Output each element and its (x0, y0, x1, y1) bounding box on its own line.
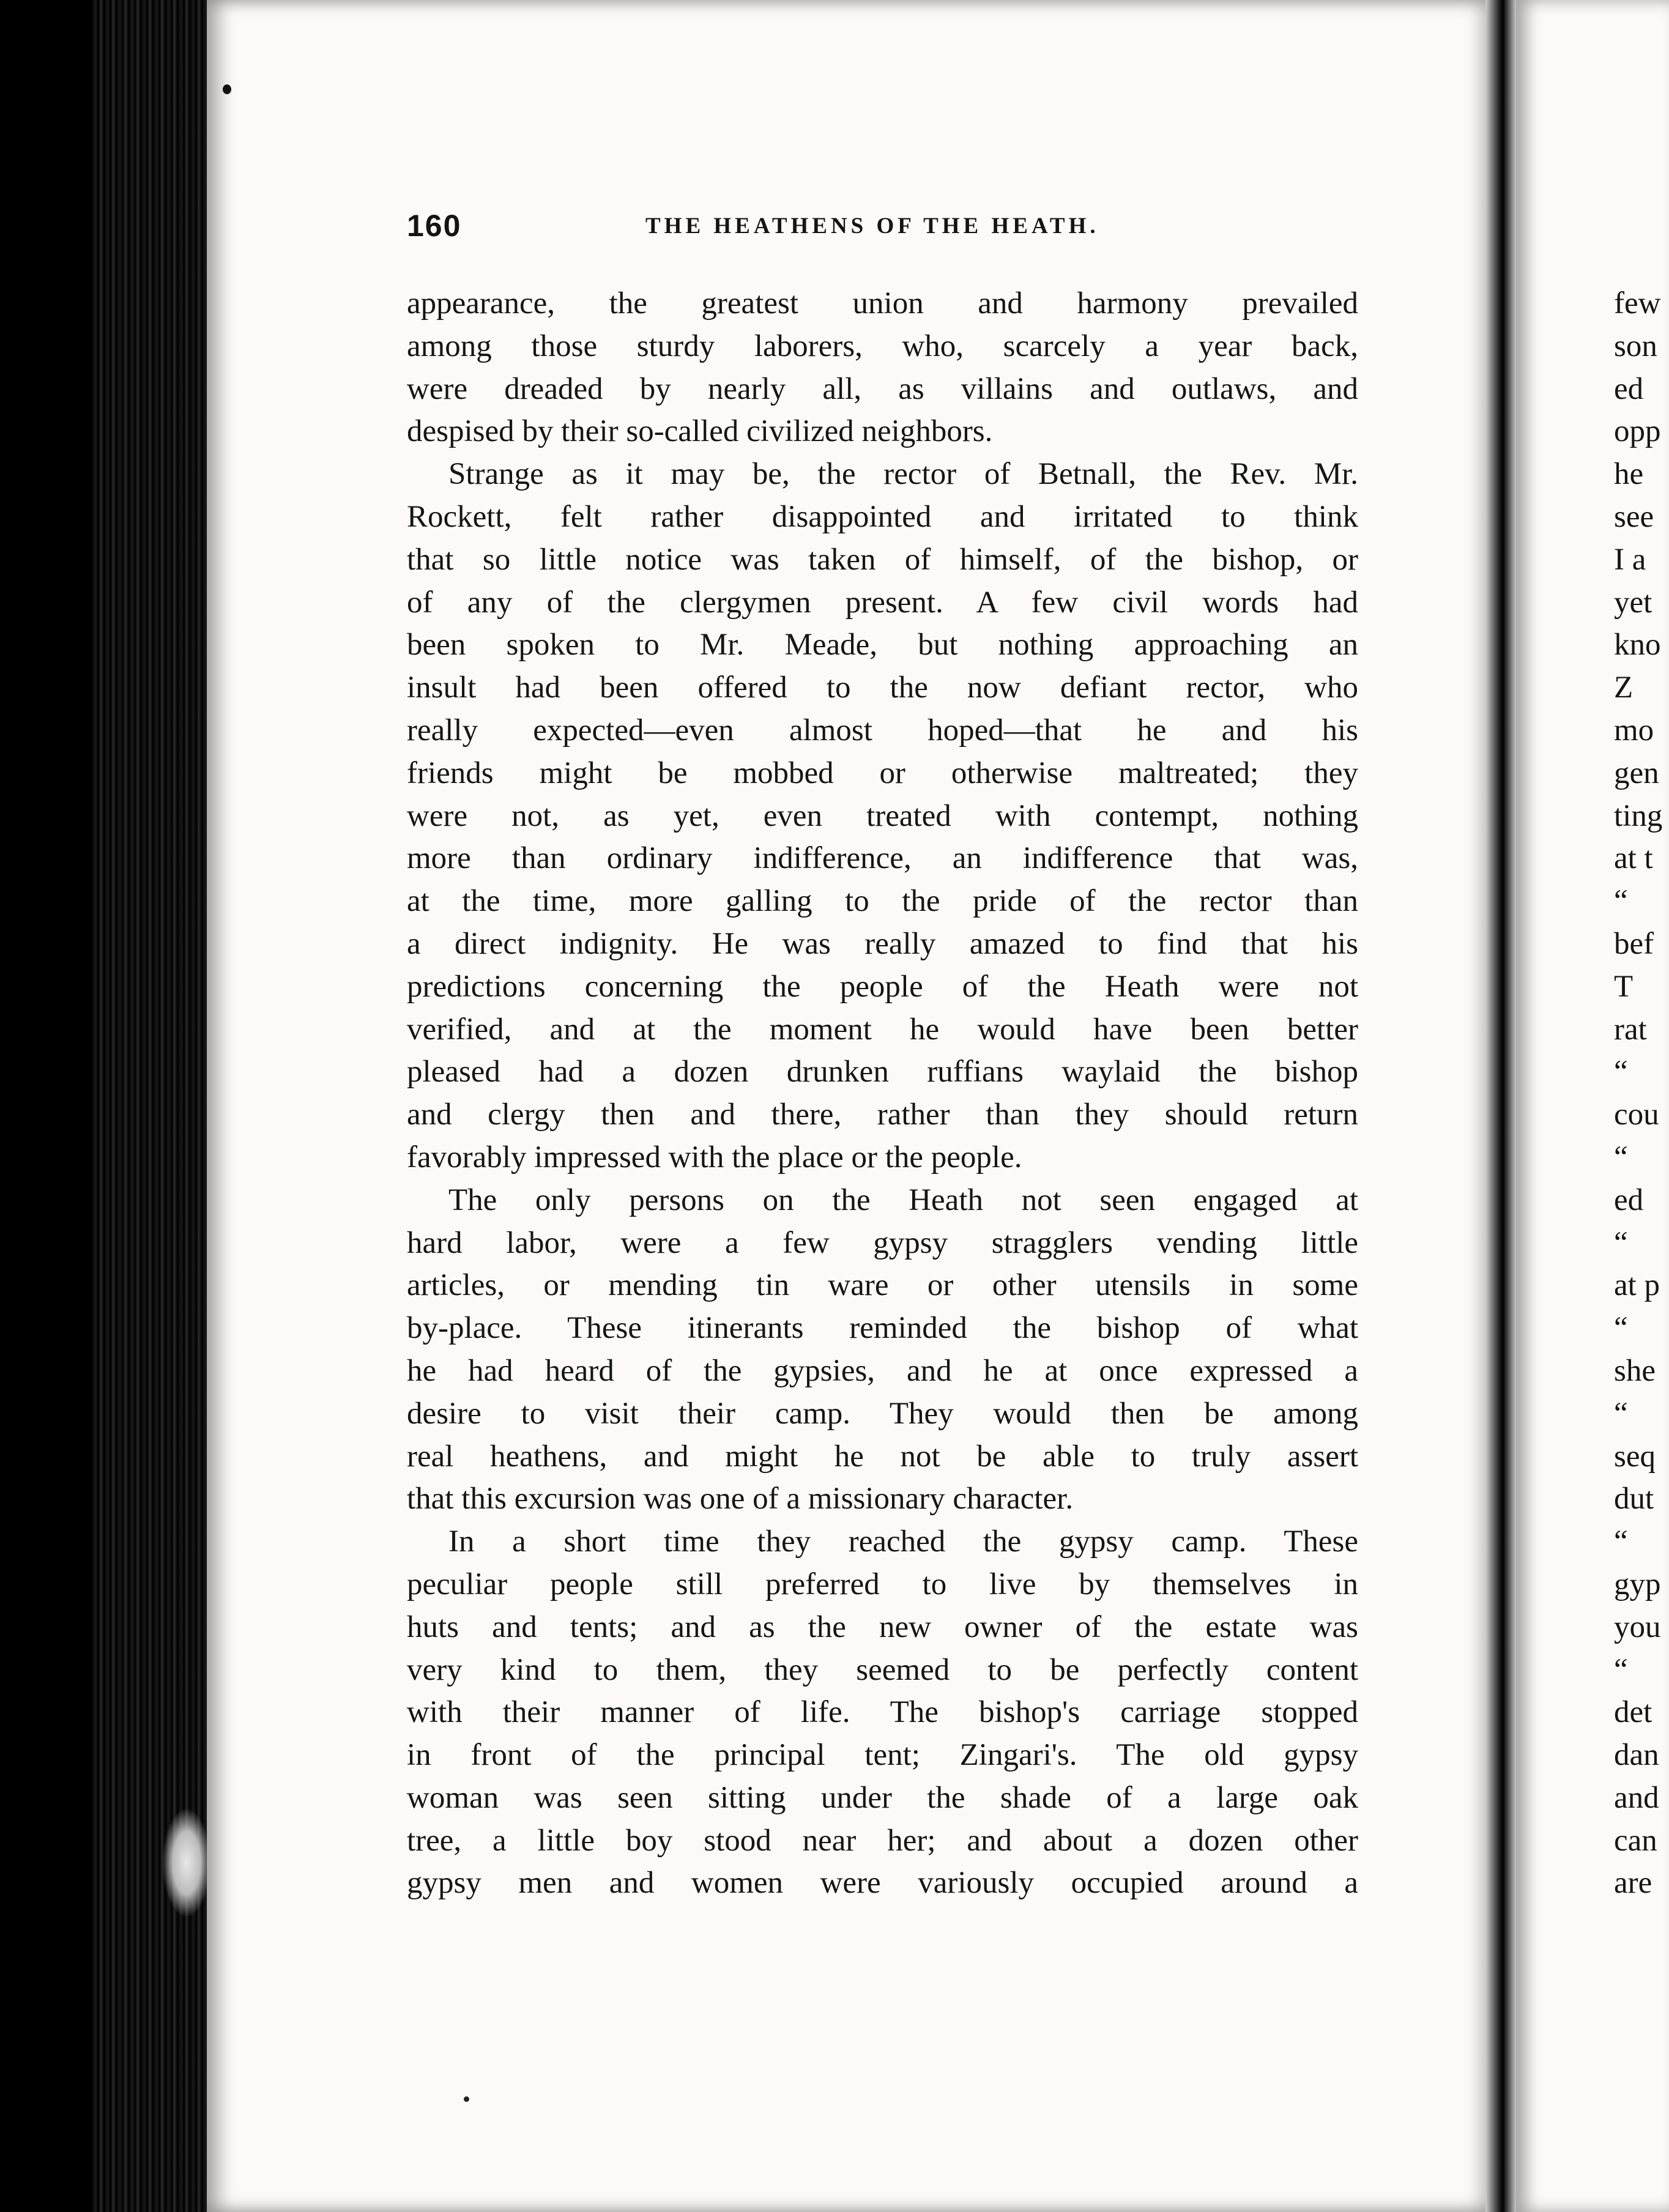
text-line: woman was seen sitting under the shade of a large oak (407, 1780, 1358, 1815)
fragment-line: and (1614, 1780, 1659, 1815)
fragment-line: “ (1614, 1140, 1628, 1175)
fragment-line: “ (1614, 1225, 1628, 1260)
page-number: 160 (407, 209, 462, 243)
text-line: real heathens, and might he not be able to truly assert (407, 1439, 1358, 1474)
text-line: verified, and at the moment he would have been better (407, 1012, 1358, 1047)
text-line: in front of the principal tent; Zingari's. The old gypsy (407, 1738, 1358, 1773)
text-line: articles, or mending tin ware or other utensils in some (407, 1268, 1358, 1303)
text-line: by-place. These itinerants reminded the bishop of what (407, 1311, 1358, 1346)
fragment-line: seq (1614, 1439, 1656, 1474)
fragment-line: cou (1614, 1097, 1659, 1132)
text-line: hard labor, were a few gypsy stragglers vending little (407, 1225, 1358, 1260)
ink-speck (223, 84, 231, 94)
text-line: The only persons on the Heath not seen engaged at (448, 1182, 1358, 1217)
fragment-line: can (1614, 1823, 1657, 1858)
running-title: THE HEATHENS OF THE HEATH. (645, 213, 1099, 239)
text-line: huts and tents; and as the new owner of the estate was (407, 1609, 1358, 1644)
text-line: and clergy then and there, rather than they should return (407, 1097, 1358, 1132)
fragment-line: ed (1614, 371, 1644, 406)
fragment-line: see (1614, 499, 1654, 534)
text-line: pleased had a dozen drunken ruffians waylaid the bishop (407, 1055, 1358, 1089)
fragment-line: “ (1614, 1055, 1628, 1089)
text-line: that so little notice was taken of himself, of the bishop, or (407, 542, 1358, 577)
text-line: more than ordinary indifference, an indifference that was, (407, 841, 1358, 876)
text-line: of any of the clergymen present. A few civil words had (407, 585, 1358, 620)
fragment-line: at p (1614, 1268, 1660, 1303)
text-line: that this excursion was one of a missionary character. (407, 1482, 1074, 1516)
fragment-line: “ (1614, 1311, 1628, 1346)
text-line: been spoken to Mr. Meade, but nothing approaching an (407, 628, 1358, 662)
text-line: a direct indignity. He was really amazed to find that his (407, 926, 1358, 961)
fragment-line: I a (1614, 542, 1646, 577)
fragment-line: few (1614, 286, 1661, 321)
text-line: he had heard of the gypsies, and he at once expressed a (407, 1353, 1358, 1388)
text-line: at the time, more galling to the pride of the rector than (407, 884, 1358, 919)
text-line: peculiar people still preferred to live by themselves in (407, 1567, 1358, 1601)
fragment-line: bef (1614, 926, 1654, 961)
text-line: Rockett, felt rather disappointed and irritated to think (407, 499, 1358, 534)
text-line: predictions concerning the people of the Heath were not (407, 969, 1358, 1004)
running-head (407, 208, 1129, 263)
fragment-line: ting (1614, 798, 1663, 833)
fragment-line: T (1614, 969, 1634, 1004)
book-gutter (1485, 0, 1517, 2212)
fragment-line: kno (1614, 628, 1661, 662)
fragment-line: ed (1614, 1182, 1644, 1217)
fragment-line: rat (1614, 1012, 1647, 1047)
fragment-line: mo (1614, 713, 1654, 748)
fragment-line: gen (1614, 755, 1659, 790)
fragment-line: “ (1614, 1652, 1628, 1687)
text-line: Strange as it may be, the rector of Betnall, the Rev. Mr. (448, 457, 1358, 492)
text-line: with their manner of life. The bishop's carriage stopped (407, 1695, 1358, 1730)
text-line: despised by their so-called civilized neighbors. (407, 414, 993, 449)
ink-speck (464, 2096, 469, 2102)
fragment-line: opp (1614, 414, 1661, 449)
fragment-line: det (1614, 1695, 1652, 1730)
fragment-line: at t (1614, 841, 1653, 876)
fragment-line: “ (1614, 1396, 1628, 1431)
text-line: appearance, the greatest union and harmony prevailed (407, 286, 1358, 321)
right-page-text-fragments (1614, 283, 1669, 1905)
text-line: very kind to them, they seemed to be perfectly content (407, 1652, 1358, 1687)
fragment-line: dan (1614, 1738, 1659, 1773)
fragment-line: Z (1614, 670, 1634, 705)
fragment-line: you (1614, 1609, 1661, 1644)
text-line: tree, a little boy stood near her; and about a dozen other (407, 1823, 1358, 1858)
fragment-line: are (1614, 1866, 1652, 1901)
text-line: insult had been offered to the now defiant rector, who (407, 670, 1358, 705)
text-line: desire to visit their camp. They would then be among (407, 1396, 1358, 1431)
fragment-line: he (1614, 457, 1644, 492)
fragment-line: son (1614, 328, 1657, 363)
text-line: among those sturdy laborers, who, scarcely a year back, (407, 328, 1358, 363)
text-line: really expected—even almost hoped—that he and his (407, 713, 1358, 748)
fragment-line: “ (1614, 1524, 1628, 1559)
text-line: friends might be mobbed or otherwise maltreated; they (407, 755, 1358, 790)
text-line: In a short time they reached the gypsy camp. These (448, 1524, 1358, 1559)
text-line: gypsy men and women were variously occupied around a (407, 1866, 1358, 1901)
torn-page-edge (162, 1808, 211, 1918)
text-line: favorably impressed with the place or the people. (407, 1140, 1022, 1175)
fragment-line: “ (1614, 884, 1628, 919)
text-line: were not, as yet, even treated with contempt, nothing (407, 798, 1358, 833)
body-text (407, 283, 1358, 1905)
fragment-line: yet (1614, 585, 1652, 620)
fragment-line: she (1614, 1353, 1656, 1388)
text-line: were dreaded by nearly all, as villains and outlaws, and (407, 371, 1358, 406)
fragment-line: gyp (1614, 1567, 1661, 1601)
fragment-line: dut (1614, 1482, 1654, 1516)
